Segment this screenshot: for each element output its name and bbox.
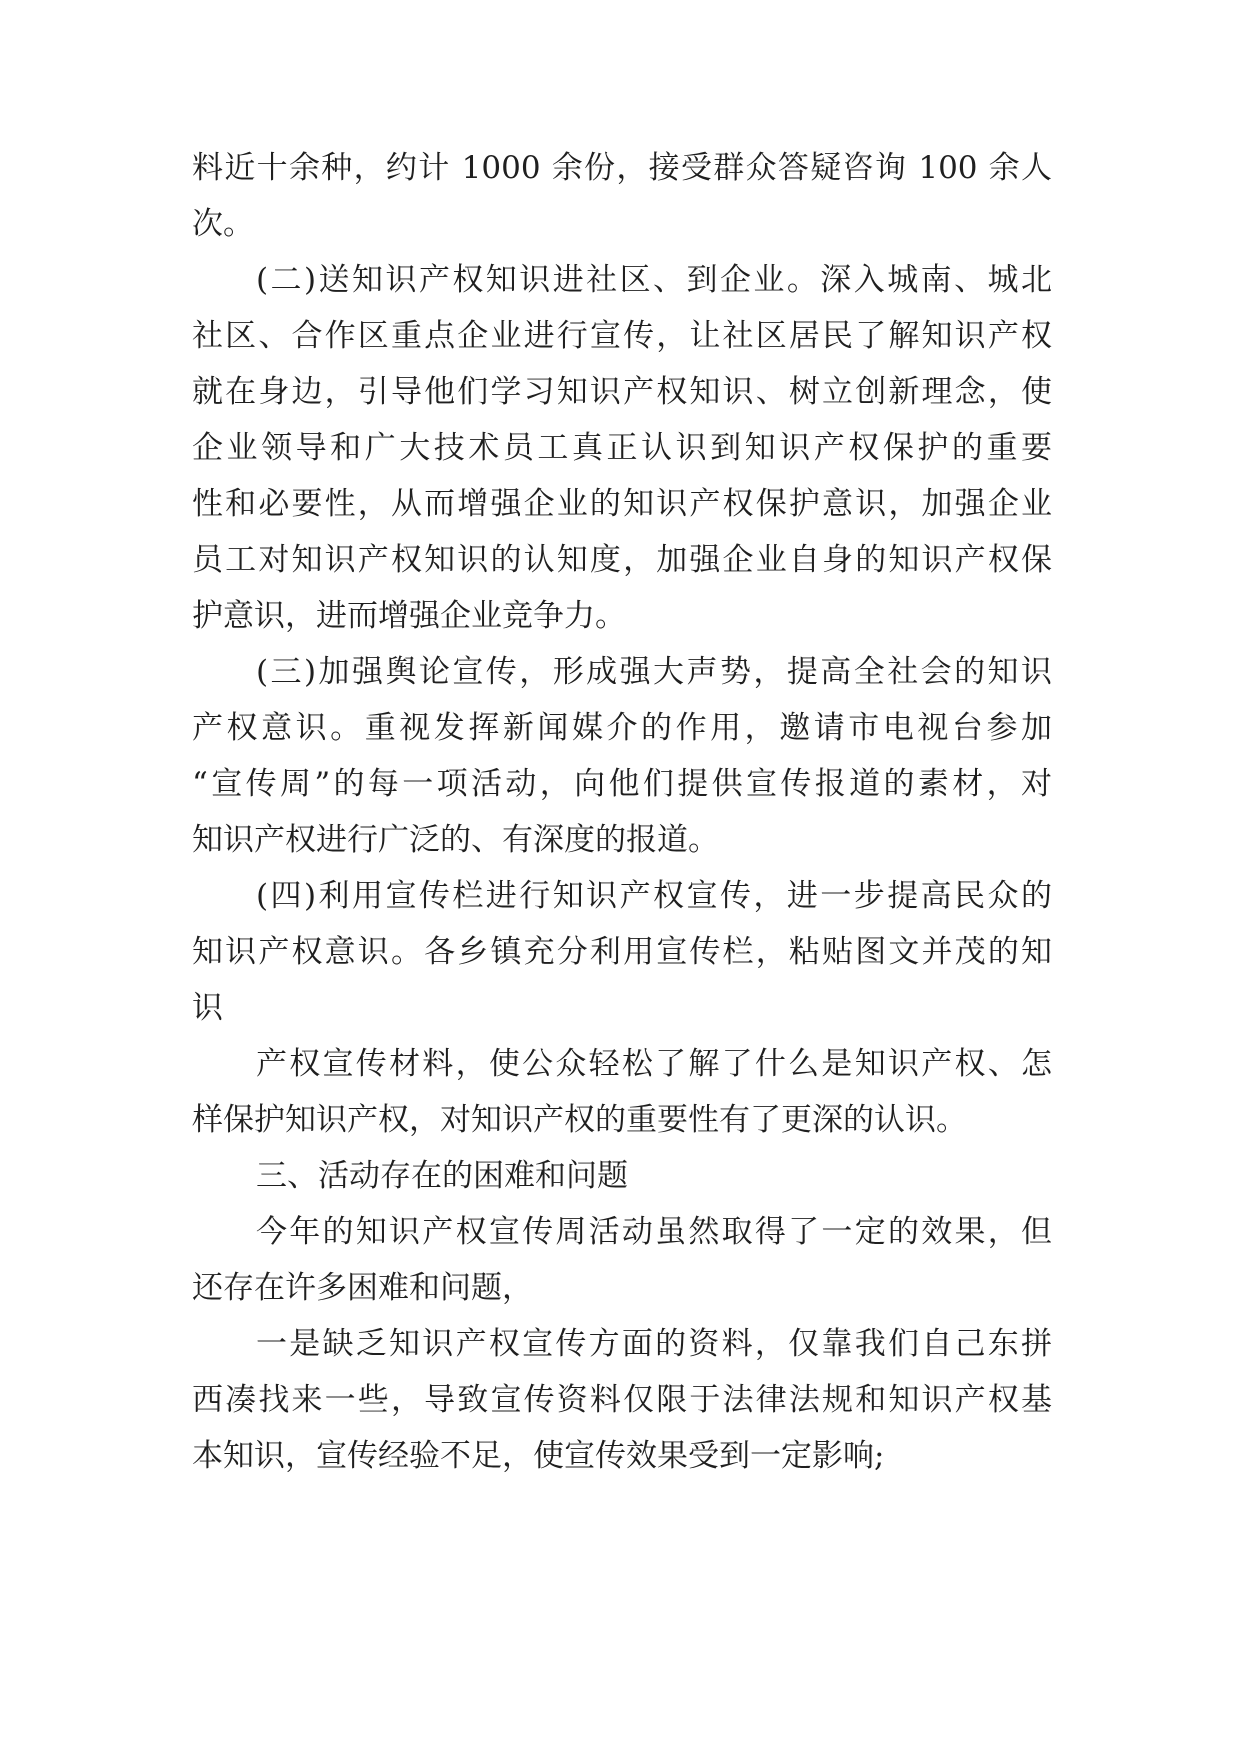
text-line: 企业领导和广大技术员工真正认识到知识产权保护的重要 [192, 430, 1052, 466]
text-line: 次。 [192, 206, 254, 242]
paragraph-heading-3: (三)加强舆论宣传，形成强大声势，提高全社会的知识 [256, 654, 1052, 690]
text-line: 社区、合作区重点企业进行宣传，让社区居民了解知识产权 [192, 318, 1052, 354]
text-line: 识 [192, 990, 223, 1026]
text-line: 知识产权进行广泛的、有深度的报道。 [192, 822, 719, 858]
text-line: 本知识，宣传经验不足，使宣传效果受到一定影响; [192, 1438, 885, 1474]
text-line: 产权意识。重视发挥新闻媒介的作用，邀请市电视台参加 [192, 710, 1052, 746]
section-heading: 三、活动存在的困难和问题 [256, 1158, 628, 1194]
text-line: 一是缺乏知识产权宣传方面的资料，仅靠我们自己东拼 [256, 1326, 1052, 1362]
text-line: 还存在许多困难和问题， [192, 1270, 533, 1306]
text-line: 护意识，进而增强企业竞争力。 [192, 598, 626, 634]
text-line: 员工对知识产权知识的认知度，加强企业自身的知识产权保 [192, 542, 1052, 578]
text-line: 样保护知识产权，对知识产权的重要性有了更深的认识。 [192, 1102, 967, 1138]
paragraph-heading-2: (二)送知识产权知识进社区、到企业。深入城南、城北 [256, 262, 1052, 298]
text-line: 今年的知识产权宣传周活动虽然取得了一定的效果，但 [256, 1214, 1052, 1250]
text-line: 西凑找来一些，导致宣传资料仅限于法律法规和知识产权基 [192, 1382, 1052, 1418]
paragraph-heading-4: (四)利用宣传栏进行知识产权宣传，进一步提高民众的 [256, 878, 1052, 914]
text-line: 产权宣传材料，使公众轻松了解了什么是知识产权、怎 [256, 1046, 1052, 1082]
text-line: 就在身边，引导他们学习知识产权知识、树立创新理念，使 [192, 374, 1052, 410]
text-line: 料近十余种，约计 1000 余份，接受群众答疑咨询 100 余人 [192, 150, 1052, 186]
text-line: “宣传周”的每一项活动，向他们提供宣传报道的素材，对 [192, 766, 1052, 802]
text-line: 性和必要性，从而增强企业的知识产权保护意识，加强企业 [192, 486, 1052, 522]
text-line: 知识产权意识。各乡镇充分利用宣传栏，粘贴图文并茂的知 [192, 934, 1052, 970]
